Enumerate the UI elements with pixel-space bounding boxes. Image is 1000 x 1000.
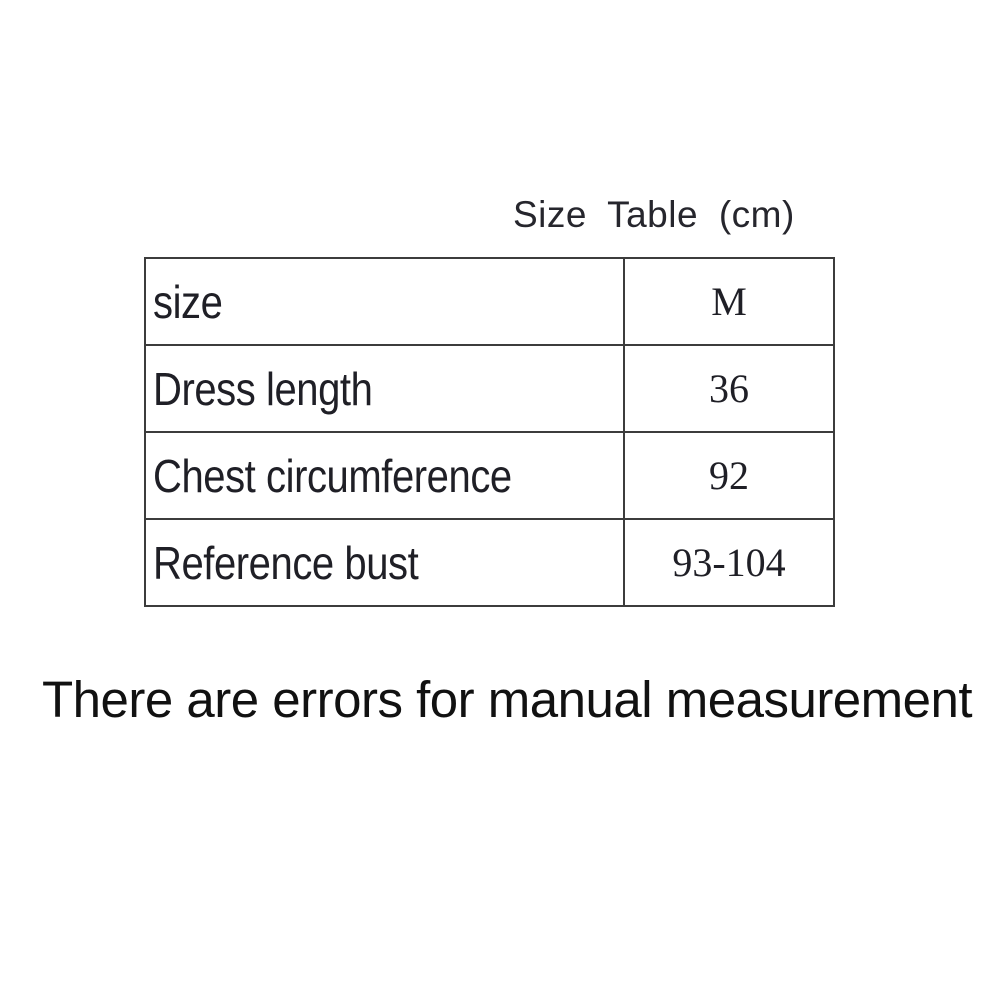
- row-label-text: size: [153, 275, 223, 328]
- row-value: 93-104: [623, 520, 833, 605]
- row-label-text: Dress length: [153, 362, 373, 415]
- row-value: M: [623, 259, 833, 344]
- table-row: [146, 344, 833, 431]
- manual-measurement-note: There are errors for manual measurement: [42, 671, 973, 728]
- row-label-text: Reference bust: [153, 536, 419, 589]
- row-label: [146, 346, 623, 431]
- row-value: 36: [623, 346, 833, 431]
- row-value: 92: [623, 433, 833, 518]
- table-row: [146, 518, 833, 605]
- row-label: [146, 259, 623, 344]
- size-table-title: Size Table (cm): [513, 194, 795, 235]
- table-row: [146, 431, 833, 518]
- row-label: [146, 520, 623, 605]
- row-label-text: Chest circumference: [153, 449, 512, 502]
- row-label: [146, 433, 623, 518]
- size-table: [144, 257, 835, 607]
- table-row: [146, 259, 833, 344]
